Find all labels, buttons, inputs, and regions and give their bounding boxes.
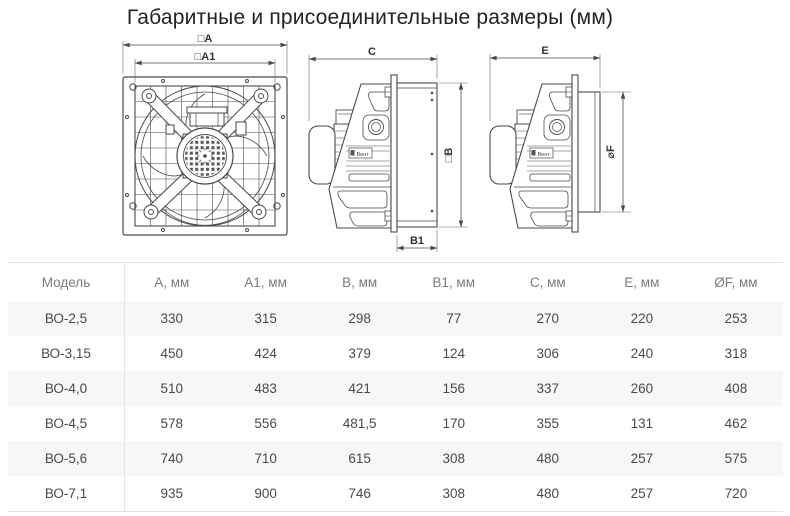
model-cell: ВО-4,0 (8, 371, 125, 406)
column-header: B, мм (342, 274, 378, 290)
model-cell: ВО-5,6 (8, 441, 125, 476)
value-cell: 330 (160, 311, 184, 326)
model-cell: ВО-3,15 (8, 336, 125, 371)
value-cell: 170 (442, 416, 465, 431)
dim-label-e: E (541, 45, 549, 57)
value-cell: 270 (536, 311, 560, 326)
value-cell: 298 (348, 311, 371, 326)
value-cell: 257 (630, 486, 654, 501)
value-cell: 379 (348, 346, 371, 361)
value-cell: 315 (254, 311, 277, 326)
table-row (8, 371, 783, 406)
value-cell: 355 (536, 416, 560, 431)
table-body (8, 301, 783, 512)
front-view-dimensions (123, 34, 287, 83)
dim-label-a: □A (197, 34, 213, 45)
fan-side-unit (309, 75, 397, 232)
value-cell: 746 (348, 486, 371, 501)
value-cell: 740 (160, 451, 184, 466)
table-row (8, 406, 783, 441)
column-header: ØF, мм (714, 274, 758, 290)
value-cell: 260 (630, 381, 654, 396)
value-cell: 578 (160, 416, 184, 431)
column-header: C, мм (529, 274, 566, 290)
page-title: Габаритные и присоединительные размеры (мм) (126, 6, 614, 29)
table-header (8, 263, 783, 302)
value-cell: 575 (724, 451, 748, 466)
value-cell: 77 (446, 311, 462, 326)
value-cell: 257 (630, 451, 654, 466)
front-view (123, 34, 287, 235)
dimensions-table (8, 262, 783, 512)
value-cell: 481,5 (342, 416, 377, 431)
value-cell: 480 (536, 451, 560, 466)
table-row (8, 476, 783, 512)
value-cell: 253 (724, 311, 748, 326)
table-row (8, 441, 783, 476)
value-cell: 720 (724, 486, 748, 501)
column-header: A1, мм (244, 274, 287, 290)
value-cell: 124 (442, 346, 465, 361)
value-cell: 710 (254, 451, 277, 466)
value-cell: 308 (442, 451, 465, 466)
model-cell: ВО-7,1 (8, 476, 125, 512)
dim-label-b: □B (443, 147, 455, 163)
value-cell: 220 (630, 311, 654, 326)
value-cell: 308 (442, 486, 465, 501)
dim-label-a1: □A1 (194, 51, 216, 63)
value-cell: 615 (348, 451, 371, 466)
value-cell: 131 (630, 416, 654, 431)
value-cell: 156 (442, 381, 465, 396)
value-cell: 240 (630, 346, 654, 361)
table-row (8, 336, 783, 371)
value-cell: 556 (254, 416, 277, 431)
column-header: E, мм (624, 274, 660, 290)
value-cell: 306 (536, 346, 560, 361)
column-header: B1, мм (432, 274, 475, 290)
value-cell: 424 (254, 346, 277, 361)
value-cell: 337 (536, 381, 560, 396)
table-row (8, 301, 783, 336)
value-cell: 483 (254, 381, 277, 396)
model-cell: ВО-4,5 (8, 406, 125, 441)
value-cell: 935 (160, 486, 184, 501)
dim-label-f: ⌀F (605, 145, 617, 159)
value-cell: 318 (724, 346, 748, 361)
technical-drawing (0, 34, 790, 260)
column-header-model: Модель (8, 263, 125, 302)
model-cell: ВО-2,5 (8, 301, 125, 336)
value-cell: 450 (160, 346, 184, 361)
value-cell: 480 (536, 486, 560, 501)
dim-label-b1: B1 (409, 235, 425, 247)
brand-label: Вент (356, 152, 369, 158)
column-header: A, мм (154, 274, 190, 290)
value-cell: 462 (724, 416, 748, 431)
side-view-round-duct (490, 45, 631, 232)
value-cell: 408 (724, 381, 748, 396)
value-cell: 421 (348, 381, 371, 396)
dim-label-c: C (368, 46, 376, 58)
value-cell: 900 (254, 486, 277, 501)
value-cell: 510 (160, 381, 184, 396)
